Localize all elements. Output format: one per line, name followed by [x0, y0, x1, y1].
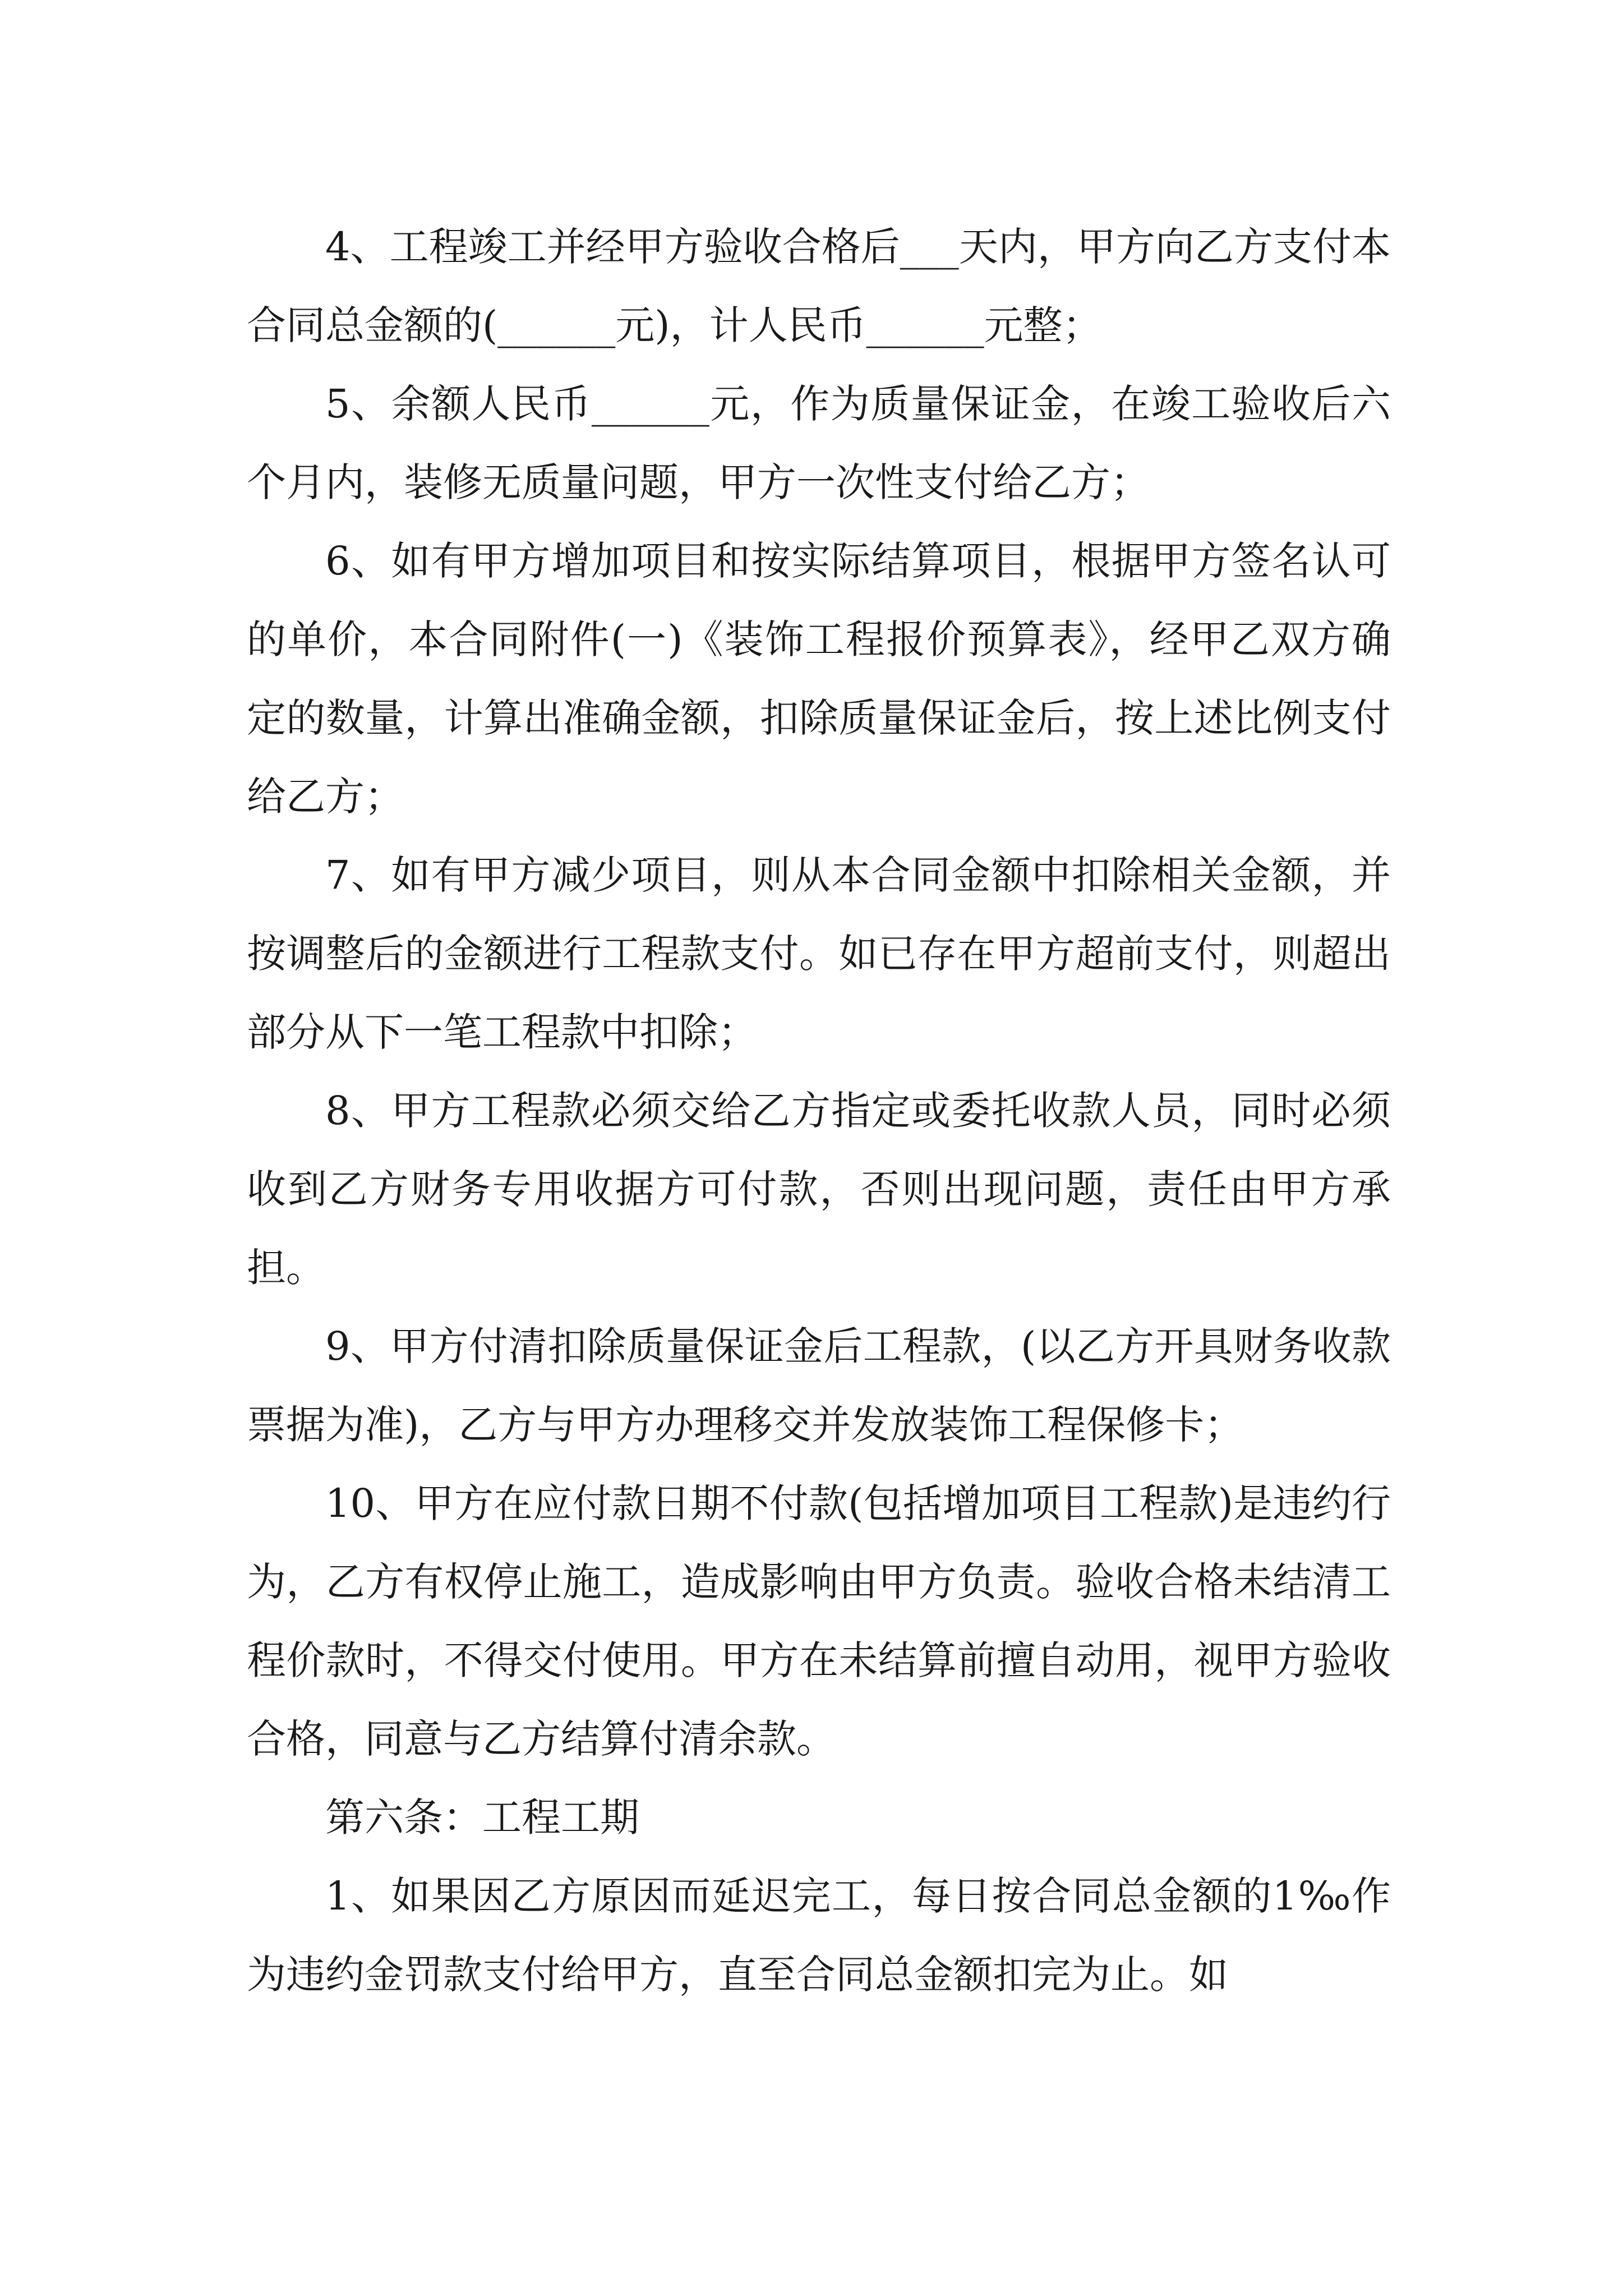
clause-7-paragraph: 7、如有甲方减少项目，则从本合同金额中扣除相关金额，并按调整后的金额进行工程款支付。如已存在甲方超前支付，则超出部分从下一笔工程款中扣除；	[247, 852, 1391, 1055]
clause-8-paragraph: 8、甲方工程款必须交给乙方指定或委托收款人员，同时必须收到乙方财务专用收据方可付款，否则出现问题，责任由甲方承担。	[247, 1088, 1391, 1291]
article-6-clause-1-paragraph: 1、如果因乙方原因而延迟完工，每日按合同总金额的1‰作为违约金罚款支付给甲方，直至合同总金额扣完为止。如	[247, 1873, 1391, 1998]
clause-4-paragraph: 4、工程竣工并经甲方验收合格后___天内，甲方向乙方支付本合同总金额的(______元)，计人民币______元整；	[247, 224, 1391, 348]
clause-5-paragraph: 5、余额人民币______元，作为质量保证金，在竣工验收后六个月内，装修无质量问题，甲方一次性支付给乙方；	[247, 381, 1391, 505]
clause-10-paragraph: 10、甲方在应付款日期不付款(包括增加项目工程款)是违约行为，乙方有权停止施工，造成影响由甲方负责。验收合格未结清工程价款时，不得交付使用。甲方在未结算前擅自动用，视甲方验收合格，同意与乙方结算付清余款。	[247, 1480, 1391, 1762]
document-page	[247, 208, 1391, 2014]
article-6-heading: 第六条：工程工期	[325, 1795, 639, 1841]
clause-6-paragraph: 6、如有甲方增加项目和按实际结算项目，根据甲方签名认可的单价，本合同附件(一)《装饰工程报价预算表》，经甲乙双方确定的数量，计算出准确金额，扣除质量保证金后，按上述比例支付给乙方；	[247, 538, 1391, 820]
clause-9-paragraph: 9、甲方付清扣除质量保证金后工程款，(以乙方开具财务收款票据为准)，乙方与甲方办理移交并发放装饰工程保修卡；	[247, 1323, 1391, 1448]
